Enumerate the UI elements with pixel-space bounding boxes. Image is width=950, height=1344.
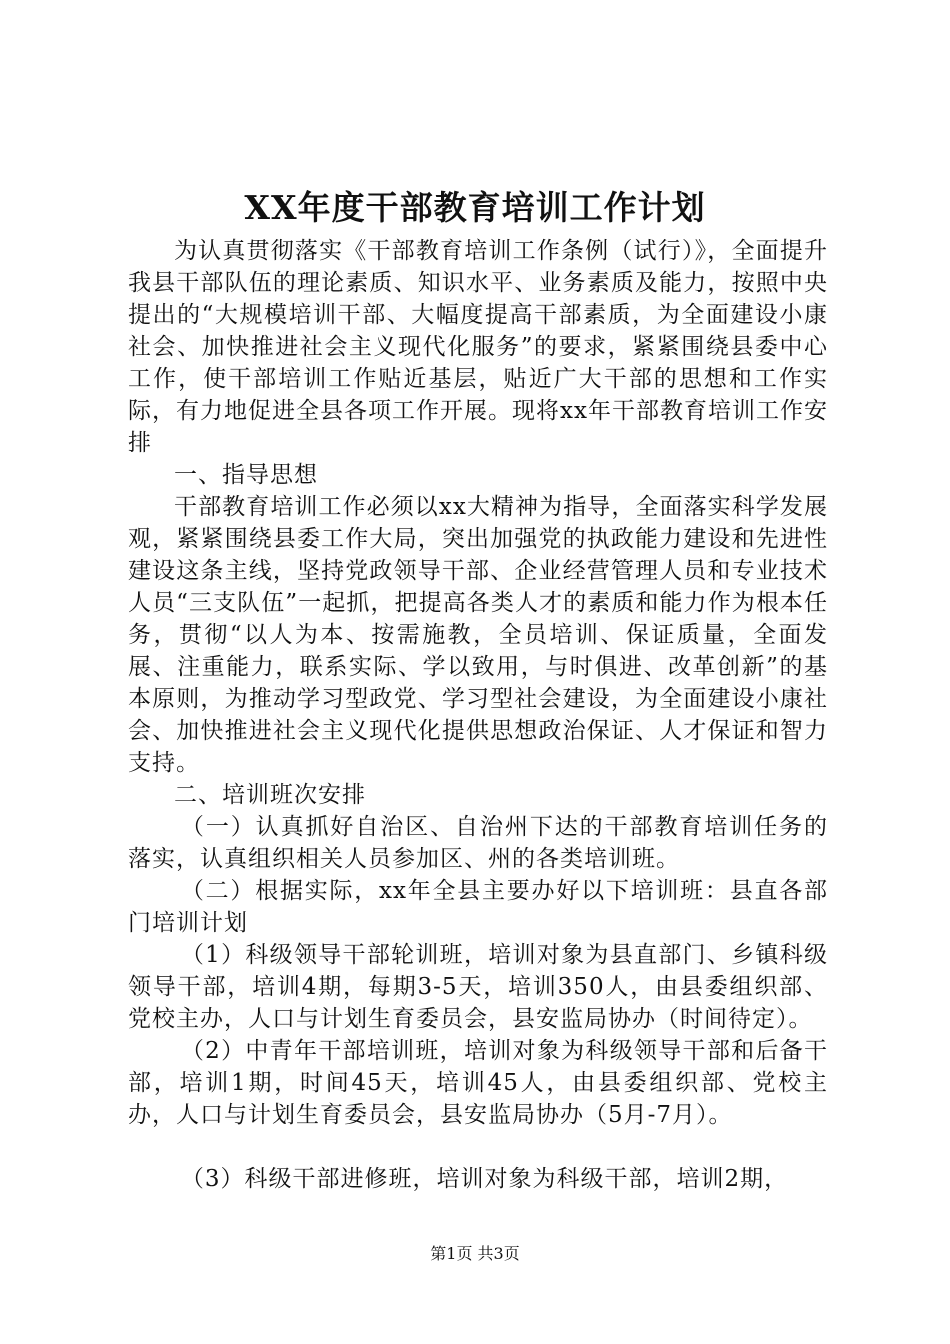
training-class-2: （2）中青年干部培训班，培训对象为科级领导干部和后备干部，培训1期，时间45天，培训45人，由县委组织部、党校主办，人口与计划生育委员会，县安监局协办（5月-7月）。	[128, 1038, 828, 1128]
document-title: XX年度干部教育培训工作计划	[244, 188, 706, 227]
page-footer: 第1页 共3页	[430, 1244, 520, 1263]
schedule-item-2: （二）根据实际，xx年全县主要办好以下培训班：县直各部门培训计划	[128, 878, 828, 936]
training-class-3: （3）科级干部进修班，培训对象为科级干部，培训2期，	[180, 1166, 789, 1192]
guiding-ideology-paragraph: 干部教育培训工作必须以xx大精神为指导，全面落实科学发展观，紧紧围绕县委工作大局，突出加强党的执政能力建设和先进性建设这条主线，坚持党政领导干部、企业经营管理人员和专业技术人员“三支队伍”一起抓，把提高各类人才的素质和能力作为根本任务，贯彻“以人为本、按需施教，全员培训、保证质量，全面发展、注重能力，联系实际、学以致用，与时俱进、改革创新”的基本原则，为推动学习型政党、学习型社会建设，为全面建设小康社会、加快推进社会主义现代化提供思想政治保证、人才保证和智力支持。	[128, 494, 828, 776]
schedule-item-1: （一）认真抓好自治区、自治州下达的干部教育培训任务的落实，认真组织相关人员参加区、州的各类培训班。	[128, 814, 828, 872]
document-body	[128, 235, 828, 1195]
section-heading-guiding-ideology: 一、指导思想	[174, 462, 318, 488]
intro-paragraph: 为认真贯彻落实《干部教育培训工作条例（试行）》，全面提升我县干部队伍的理论素质、知识水平、业务素质及能力，按照中央提出的“大规模培训干部、大幅度提高干部素质，为全面建设小康社会、加快推进社会主义现代化服务”的要求，紧紧围绕县委中心工作，使干部培训工作贴近基层，贴近广大干部的思想和工作实际，有力地促进全县各项工作开展。现将xx年干部教育培训工作安排	[128, 238, 828, 456]
section-heading-training-schedule: 二、培训班次安排	[174, 782, 366, 808]
training-class-1: （1）科级领导干部轮训班，培训对象为县直部门、乡镇科级领导干部，培训4期，每期3-5天，培训350人，由县委组织部、党校主办，人口与计划生育委员会，县安监局协办（时间待定）。	[128, 942, 828, 1032]
